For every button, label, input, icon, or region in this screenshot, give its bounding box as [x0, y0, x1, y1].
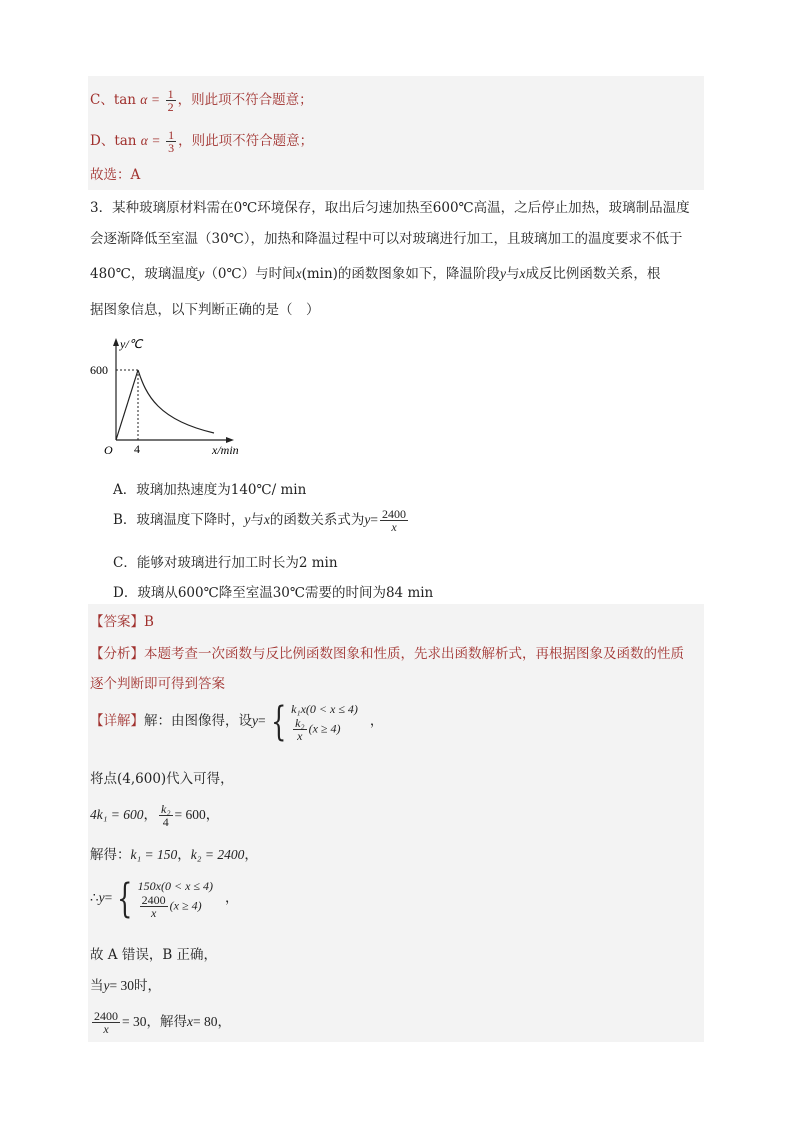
answer-line: 【答案】B	[90, 614, 154, 630]
origin-label: O	[104, 443, 113, 457]
question-line-2: 会逐渐降低至室温（30℃），加热和降温过程中可以对玻璃进行加工，且玻璃加工的温度要求不低于	[90, 231, 683, 247]
y-tick-600: 600	[90, 363, 108, 377]
x-tick-4: 4	[134, 442, 140, 456]
y-axis-arrow	[113, 338, 119, 346]
substitute-line: 将点(4,600)代入可得，	[90, 771, 234, 787]
x-axis-label: x/min	[212, 443, 239, 457]
piecewise-final: 150x(0 < x ≤ 4) $\frac{2400}{x}$ (x ≥ 4)	[137, 879, 213, 920]
last-equation-line: $\frac{2400}{x}$ = 30，解得x= 80，	[94, 1009, 231, 1036]
y-axis-label: y/℃	[120, 337, 143, 351]
option-a: A．玻璃加热速度为140℃/ min	[113, 482, 307, 498]
solution-choice: 故选：A	[90, 167, 141, 183]
option-d: D．玻璃从600℃降至室温30℃需要的时间为84 min	[113, 585, 434, 601]
option-b: B．玻璃温度下降时，y与x的函数关系式为y= $\frac{2400}{x}$	[113, 507, 407, 534]
piecewise-general: k₁x(0 < x ≤ 4) $\frac{\text{k₂}}{x}$ (x ≥ 4)	[291, 702, 358, 743]
analysis-line-1: 【分析】本题考查一次函数与反比例函数图象和性质，先求出函数解析式，再根据图象及函数的性质	[90, 646, 684, 662]
analysis-line-2: 逐个判断即可得到答案	[90, 676, 225, 692]
fraction-2400-over-x: $\frac{2400}{x}$	[382, 507, 407, 534]
option-c: C．能够对玻璃进行加工时长为2 min	[113, 555, 338, 571]
question-line-1: 3．某种玻璃原材料需在0℃环境保存，取出后匀速加热至600℃高温，之后停止加热，玻璃制品温度	[90, 200, 690, 216]
question-line-3: 480℃，玻璃温度y（0℃）与时间x(min)的函数图象如下，降温阶段y与x成反比例函数关系，根	[90, 266, 661, 282]
equations-line: 4k₁ = 600， $\frac{\text{k₂}}{4}$ = 600，	[90, 802, 220, 829]
fraction-one-half: $\frac{1}{2}$	[167, 87, 174, 114]
final-function: ∴y= { 150x(0 < x ≤ 4) $\frac{2400}{x}$ (x ≥ 4) ，	[90, 875, 239, 922]
conclusion-line: 故 A 错误，B 正确，	[90, 947, 218, 963]
function-graph	[88, 330, 258, 460]
solution-line-c: C、tan α = $\frac{1}{2}$ ，则此项不符合题意；	[90, 87, 313, 114]
solve-line: 解得：k₁ = 150，k₂ = 2400，	[90, 847, 258, 863]
when-line: 当y= 30时，	[90, 978, 161, 994]
question-line-4: 据图象信息，以下判断正确的是（ ）	[90, 302, 320, 318]
heating-line	[116, 370, 138, 440]
detail-setup: 【详解】解：由图像得，设y= { k₁x(0 < x ≤ 4) $\frac{\text{k₂}}{x}$ (x ≥ 4) ，	[90, 698, 384, 745]
solution-line-d: D、tan α = $\frac{1}{3}$ ，则此项不符合题意；	[90, 128, 314, 155]
fraction-one-third: $\frac{1}{3}$	[168, 128, 175, 155]
cooling-curve	[138, 370, 214, 433]
